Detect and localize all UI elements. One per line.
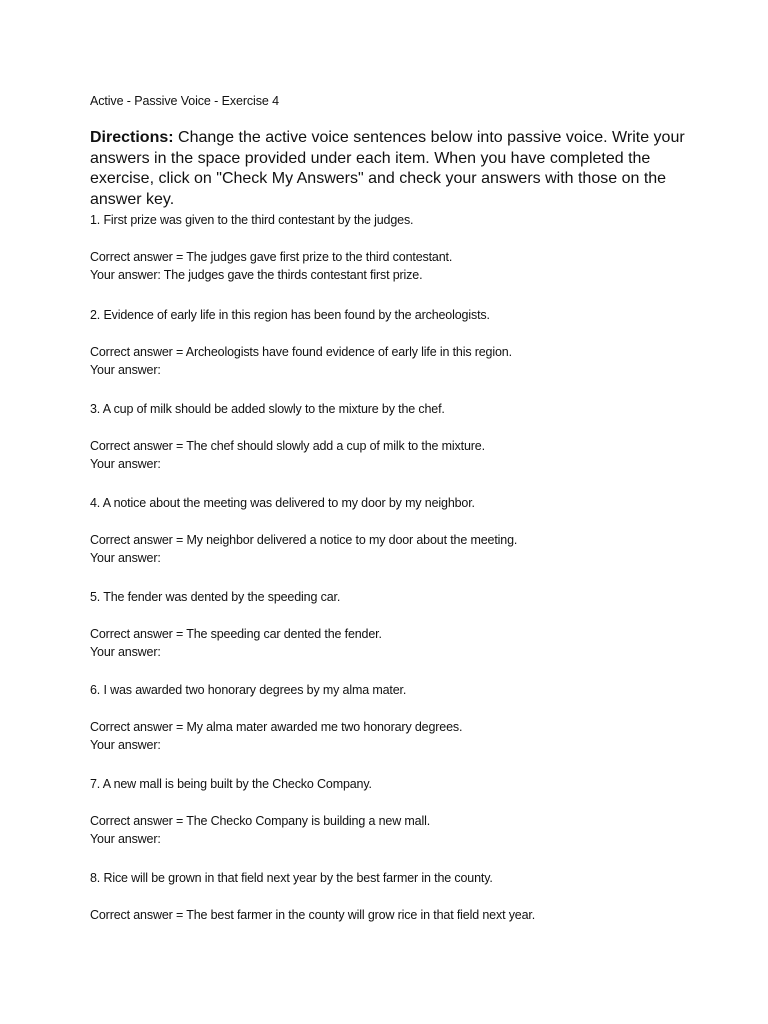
directions-paragraph — [90, 128, 690, 210]
your-answer: Your answer: — [90, 551, 161, 565]
exercise-item-2 — [90, 306, 512, 379]
your-answer: Your answer: — [90, 738, 161, 752]
exercise-item-3 — [90, 400, 485, 473]
exercise-item-5 — [90, 588, 382, 661]
your-answer: Your answer: — [90, 363, 161, 377]
your-answer: Your answer: — [90, 645, 161, 659]
question-text: 6. I was awarded two honorary degrees by my alma mater. — [90, 683, 407, 697]
directions-text: Change the active voice sentences below into passive voice. Write your answers in the space provided under each item. When you have completed the exercise, click on "Check My Answers" and check your answers with those on the answer key. — [90, 129, 685, 208]
correct-answer: Correct answer = The judges gave first prize to the third contestant. — [90, 250, 453, 264]
correct-answer: Correct answer = The chef should slowly add a cup of milk to the mixture. — [90, 439, 485, 453]
document-page — [90, 0, 730, 1024]
correct-answer: Correct answer = The Checko Company is building a new mall. — [90, 814, 431, 828]
question-text: 8. Rice will be grown in that field next year by the best farmer in the county. — [90, 871, 493, 885]
your-answer: Your answer: — [90, 457, 161, 471]
question-text: 3. A cup of milk should be added slowly to the mixture by the chef. — [90, 402, 445, 416]
exercise-item-8 — [90, 869, 535, 924]
correct-answer: Correct answer = Archeologists have found evidence of early life in this region. — [90, 345, 512, 359]
exercise-item-6 — [90, 681, 462, 754]
question-text: 7. A new mall is being built by the Checko Company. — [90, 777, 372, 791]
directions-label: Directions: — [90, 129, 174, 146]
exercise-item-4 — [90, 494, 517, 567]
exercise-item-1 — [90, 211, 452, 284]
your-answer: Your answer: — [90, 832, 161, 846]
question-text: 4. A notice about the meeting was delivered to my door by my neighbor. — [90, 496, 475, 510]
exercise-item-7 — [90, 775, 430, 848]
correct-answer: Correct answer = The best farmer in the county will grow rice in that field next year. — [90, 908, 536, 922]
document-title: Active - Passive Voice - Exercise 4 — [90, 94, 279, 108]
question-text: 2. Evidence of early life in this region has been found by the archeologists. — [90, 308, 490, 322]
question-text: 5. The fender was dented by the speeding car. — [90, 590, 341, 604]
correct-answer: Correct answer = My neighbor delivered a notice to my door about the meeting. — [90, 533, 518, 547]
your-answer: Your answer: The judges gave the thirds contestant first prize. — [90, 268, 423, 282]
correct-answer: Correct answer = My alma mater awarded me two honorary degrees. — [90, 720, 463, 734]
correct-answer: Correct answer = The speeding car dented the fender. — [90, 627, 382, 641]
question-text: 1. First prize was given to the third contestant by the judges. — [90, 213, 414, 227]
